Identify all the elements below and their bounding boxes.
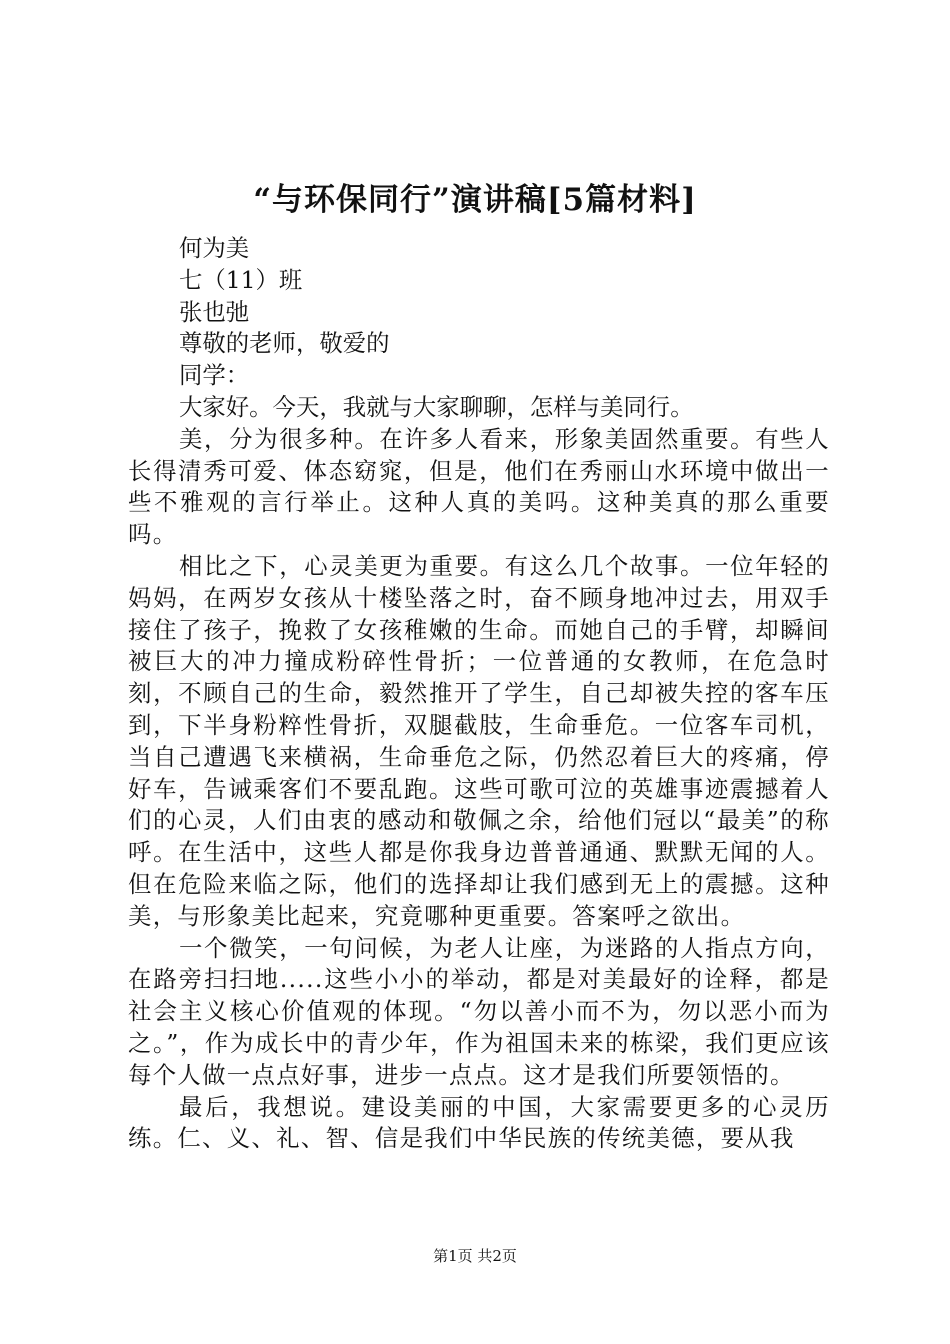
paragraph-2: 相比之下，心灵美更为重要。有这么几个故事。一位年轻的妈妈，在两岁女孩从十楼坠落之时，奋不顾身地冲过去，用双手接住了孩子，挽救了女孩稚嫩的生命。而她自己的手臂，却瞬间被巨大的冲力撞成粉碎性骨折；一位普通的女教师，在危急时刻，不顾自己的生命，毅然推开了学生，自己却被失控的客车压到，下半身粉粹性骨折，双腿截肢，生命垂危。一位客车司机，当自己遭遇飞来横祸，生命垂危之际，仍然忍着巨大的疼痛，停好车，告诫乘客们不要乱跑。这些可歌可泣的英雄事迹震撼着人们的心灵，人们由衷的感动和敬佩之余，给他们冠以“最美”的称呼。在生活中，这些人都是你我身边普普通通、默默无闻的人。但在危险来临之际，他们的选择却让我们感到无上的震撼。这种美，与形象美比起来，究竟哪种更重要。答案呼之欲出。 (128, 551, 830, 930)
salutation-line-2: 同学： (179, 361, 250, 390)
greeting-line: 大家好。今天，我就与大家聊聊，怎样与美同行。 (179, 392, 694, 421)
document-body (128, 233, 830, 1155)
page-footer: 第1页 共2页 (433, 1247, 517, 1265)
essay-subtitle: 何为美 (179, 234, 250, 262)
class-line: 七（11）班 (179, 265, 303, 294)
paragraph-3: 一个微笑，一句问候，为老人让座，为迷路的人指点方向，在路旁扫扫地.....这些小小的举动，都是对美最好的诠释，都是社会主义核心价值观的体现。“勿以善小而不为，勿以恶小而为之。”，作为成长中的青少年，作为祖国未来的栋梁，我们更应该每个人做一点点好事，进步一点点。这才是我们所要领悟的。 (128, 933, 830, 1089)
salutation-line-1: 尊敬的老师，敬爱的 (179, 329, 390, 358)
document-title: “与环保同行”演讲稿[5篇材料] (253, 182, 697, 218)
paragraph-1: 美，分为很多种。在许多人看来，形象美固然重要。有些人长得清秀可爱、体态窈窕，但是，他们在秀丽山水环境中做出一些不雅观的言行举止。这种人真的美吗。这种美真的那么重要吗。 (128, 424, 830, 549)
author-name: 张也弛 (179, 297, 250, 326)
paragraph-4: 最后，我想说。建设美丽的中国，大家需要更多的心灵历练。仁、义、礼、智、信是我们中华民族的传统美德，要从我 (128, 1092, 830, 1153)
